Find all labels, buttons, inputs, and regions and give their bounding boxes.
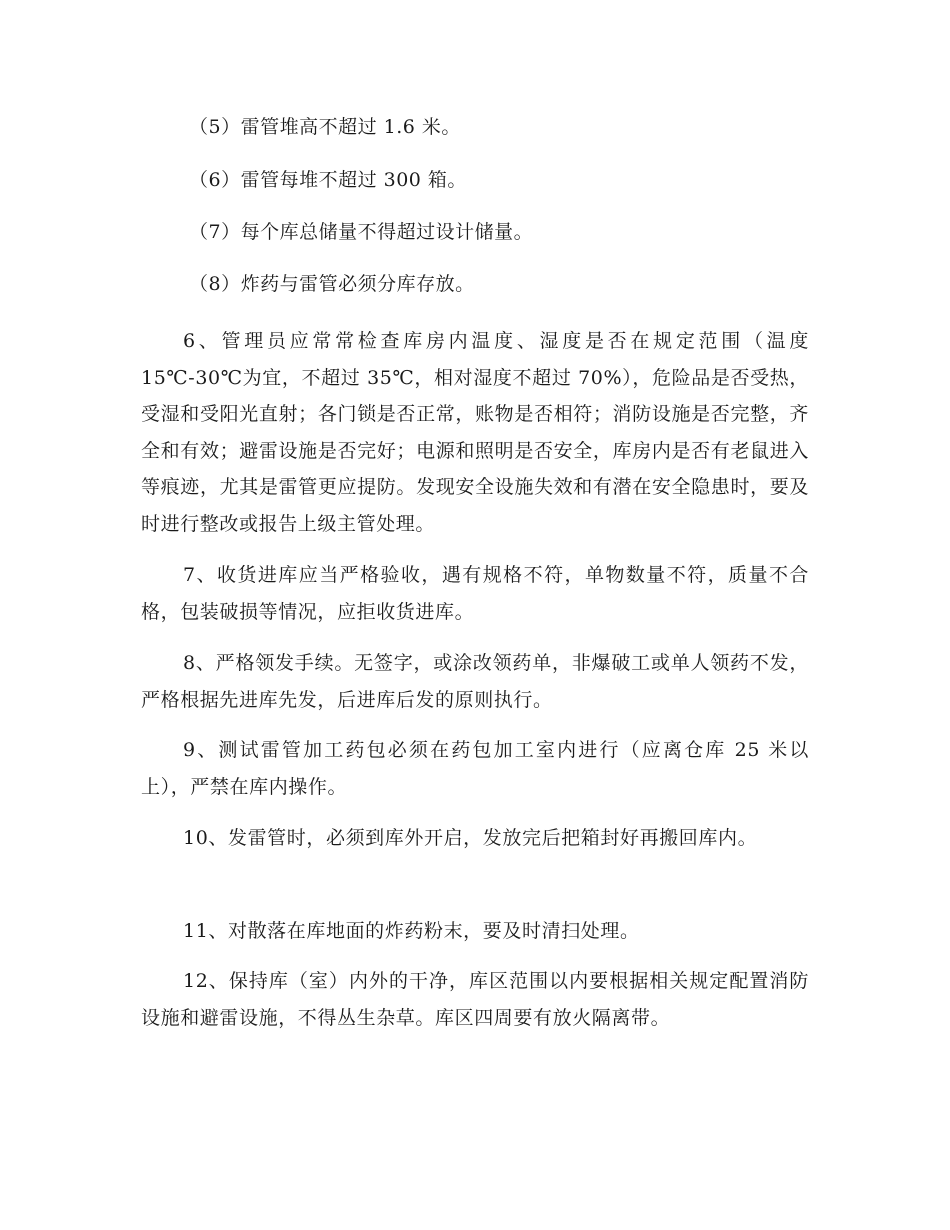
paragraph-10: 10、发雷管时，必须到库外开启，发放完后把箱封好再搬回库内。	[183, 827, 758, 849]
paragraph-11: 11、对散落在库地面的炸药粉末，要及时清扫处理。	[183, 920, 640, 942]
paragraph-7: 7、收货进库应当严格验收，遇有规格不符，单物数量不符，质量不合格，包装破损等情况，应拒收货进库。	[141, 564, 809, 623]
paragraph-6: 6、管理员应常常检查库房内温度、湿度是否在规定范围（温度15℃-30℃为宜，不超过 35℃，相对湿度不超过 70%），危险品是否受热，受湿和受阳光直射；各门锁是否正常，账物是否相符；消防设施是否完整，齐全和有效；避雷设施是否完好；电源和照明是否安全，库房内是否有老鼠进入等痕迹，尤其是雷管更应提防。发现安全设施失效和有潜在安全隐患时，要及时进行整改或报告上级主管处理。	[141, 330, 809, 535]
sub-item-8: （8）炸药与雷管必须分库存放。	[189, 273, 475, 295]
sub-item-6: （6）雷管每堆不超过 300 箱。	[189, 169, 467, 191]
paragraph-9: 9、测试雷管加工药包必须在药包加工室内进行（应离仓库 25 米以上），严禁在库内操作。	[141, 739, 809, 798]
paragraph-8: 8、严格领发手续。无签字，或涂改领药单，非爆破工或单人领药不发，严格根据先进库先发，后进库后发的原则执行。	[141, 652, 809, 711]
sub-item-5: （5）雷管堆高不超过 1.6 米。	[189, 116, 461, 138]
paragraph-12: 12、保持库（室）内外的干净，库区范围以内要根据相关规定配置消防设施和避雷设施，不得丛生杂草。库区四周要有放火隔离带。	[141, 970, 809, 1029]
sub-item-7: （7）每个库总储量不得超过设计储量。	[189, 221, 534, 243]
